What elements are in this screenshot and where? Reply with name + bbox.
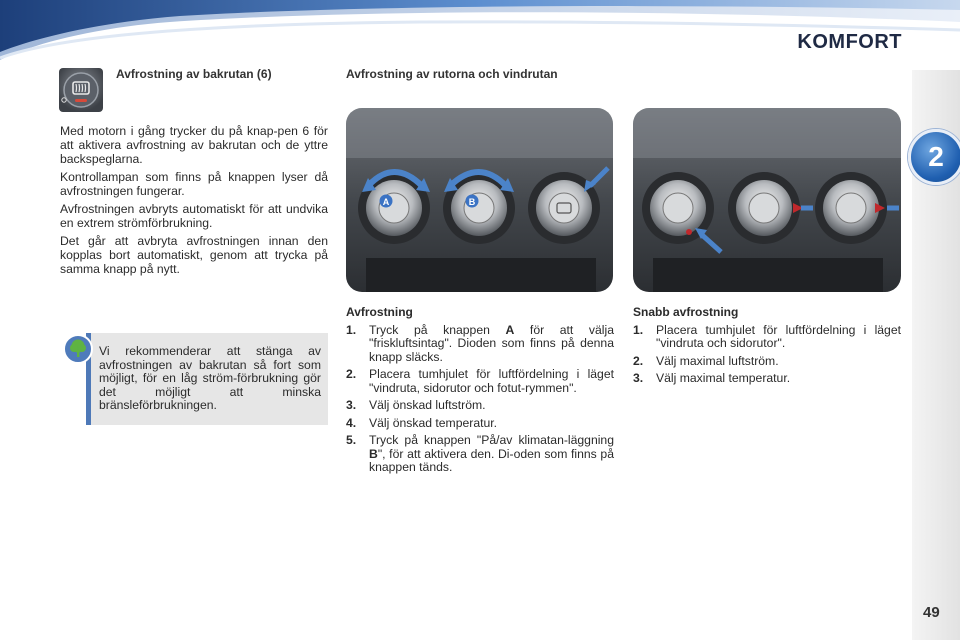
list-item xyxy=(346,324,614,365)
list-item xyxy=(633,324,901,351)
paragraph: Med motorn i gång trycker du på knap-pen 6 för att aktivera avfrostning av bakrutan och de yttre backspeglarna. xyxy=(60,124,328,166)
step-text: Välj maximal luftström. xyxy=(656,353,779,368)
step-text: Placera tumhjulet för luftfördelning i läget "vindruta, sidorutor och fotut-rymmen". xyxy=(369,367,614,395)
step-number: 1. xyxy=(633,322,644,337)
step-text: Välj önskad temperatur. xyxy=(369,415,498,430)
step-text: Placera tumhjulet för luftfördelning i läget "vindruta och sidorutor". xyxy=(656,322,901,350)
button-label-b: B xyxy=(468,197,476,207)
step-text: ", för att aktivera den. Di-oden som finns på knappen tänds. xyxy=(369,446,614,474)
chapter-badge: 2 xyxy=(908,129,960,185)
defrost-section-heading: Avfrostning av rutorna och vindrutan xyxy=(346,67,558,81)
paragraph: Det går att avbryta avfrostningen innan den kopplas bort automatiskt, genom att trycka på samma knapp på nytt. xyxy=(60,234,328,276)
control-panel-photo-b xyxy=(633,108,901,292)
step-number: 2. xyxy=(633,353,644,368)
tip-text: Vi rekommenderar att stänga av avfrostningen av bakrutan så fort som möjligt, för en låg ström-förbrukning gör det möjligt att minska bränsleförbrukningen. xyxy=(99,344,321,412)
paragraph: Avfrostningen avbryts automatiskt för att undvika en extrem strömförbrukning. xyxy=(60,202,328,230)
step-text: Tryck på knappen xyxy=(369,322,506,337)
defrost-steps xyxy=(346,306,614,479)
step-key: B xyxy=(369,446,378,461)
step-text: för att välja "friskluftsintag". Dioden som finns på denna knapp släcks. xyxy=(369,322,614,364)
list-item xyxy=(346,399,614,413)
step-key: A xyxy=(505,322,515,337)
defrost-heading: Avfrostning xyxy=(346,305,413,319)
rear-defrost-button-icon xyxy=(59,68,103,112)
rear-defrost-text xyxy=(60,124,328,280)
step-number: 1. xyxy=(346,322,357,337)
page-number: 49 xyxy=(923,604,940,621)
list-item xyxy=(346,434,614,475)
step-number: 4. xyxy=(346,415,357,430)
knob xyxy=(728,172,800,244)
step-number: 3. xyxy=(633,371,644,385)
list-item xyxy=(633,372,901,386)
quick-defrost-steps xyxy=(633,306,901,390)
list-item xyxy=(633,355,901,369)
control-panel-photo-a xyxy=(346,108,613,292)
chapter-title: KOMFORT xyxy=(797,31,902,53)
rear-defrost-heading: Avfrostning av bakrutan (6) xyxy=(116,67,272,81)
quick-defrost-heading: Snabb avfrostning xyxy=(633,305,739,319)
step-number: 3. xyxy=(346,398,357,412)
button-label-a: A xyxy=(382,197,390,207)
step-text: Välj önskad luftström. xyxy=(369,398,486,412)
step-number: 5. xyxy=(346,433,357,447)
list-item xyxy=(346,417,614,431)
step-number: 2. xyxy=(346,367,357,381)
step-text: Tryck på knappen "På/av klimatan-läggning xyxy=(369,433,614,447)
step-text: Välj maximal temperatur. xyxy=(656,371,791,385)
eco-tree-icon xyxy=(63,334,93,364)
list-item xyxy=(346,368,614,395)
paragraph: Kontrollampan som finns på knappen lyser då avfrostningen fungerar. xyxy=(60,170,328,198)
